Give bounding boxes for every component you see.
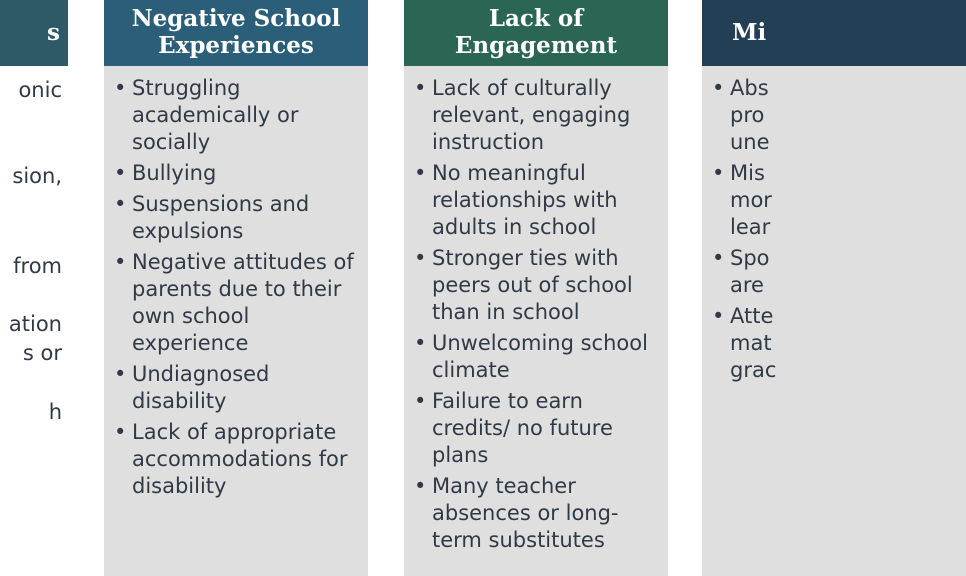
bullet-list: [414, 75, 662, 558]
list-item: • Suspensions and expulsions: [114, 191, 362, 245]
list-item: • Spo are: [712, 245, 770, 299]
list-item: • Lack of culturally relevant, engaging instruction: [414, 75, 662, 156]
list-item: • Undiagnosed disability: [114, 361, 362, 415]
list-item-fragment: ation: [8, 312, 62, 336]
list-item: • Failure to earn credits/ no future plans: [414, 388, 662, 469]
list-item-fragment: from: [13, 254, 62, 278]
list-item-fragment: h: [48, 400, 62, 424]
cut-left-text: [0, 0, 68, 576]
list-item: • Stronger ties with peers out of school than in school: [414, 245, 662, 326]
bullet-list: [712, 75, 777, 388]
column-header: Negative School Experiences: [104, 0, 368, 66]
list-item: • Unwelcoming school climate: [414, 330, 662, 384]
column-cut-right: [702, 0, 966, 576]
column-negative-school-experiences: [104, 0, 368, 576]
column-header: s: [0, 0, 68, 66]
list-item-fragment: sion,: [12, 164, 62, 188]
list-item: • Bullying: [114, 160, 362, 187]
column-header: Lack of Engagement: [404, 0, 668, 66]
list-item: • Many teacher absences or long-term substitutes: [414, 473, 662, 554]
list-item: • Mis mor lear: [712, 160, 770, 241]
list-item: • Atte mat grac: [712, 303, 770, 384]
column-header: Mi: [702, 0, 966, 66]
list-item-fragment: onic: [18, 78, 62, 102]
list-item: • Negative attitudes of parents due to their own school experience: [114, 249, 362, 357]
bullet-list: [114, 75, 362, 504]
column-lack-of-engagement: [404, 0, 668, 576]
list-item: • No meaningful relationships with adults in school: [414, 160, 662, 241]
list-item: • Lack of appropriate accommodations for disability: [114, 419, 362, 500]
list-item: • Abs pro une: [712, 75, 770, 156]
list-item-fragment: s or: [22, 341, 62, 365]
list-item: • Struggling academically or socially: [114, 75, 362, 156]
